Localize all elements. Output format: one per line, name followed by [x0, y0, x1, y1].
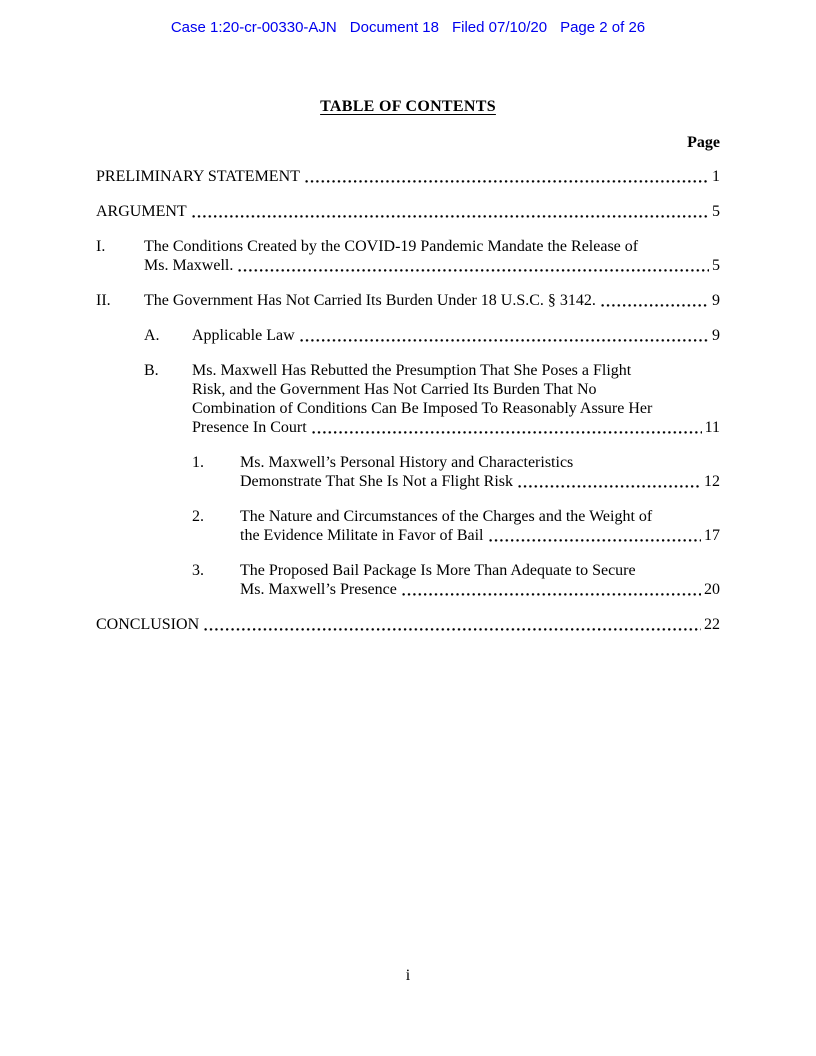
- toc-entry-text: The Proposed Bail Package Is More Than Adequate to Secure: [240, 562, 636, 579]
- toc-page-number: 1: [712, 168, 720, 185]
- dot-leader: [402, 580, 701, 596]
- toc-entry-item-3: [96, 561, 720, 599]
- footer-page-number: i: [405, 967, 411, 984]
- toc-entry-text: Applicable Law: [192, 327, 295, 344]
- toc-page-number: 9: [712, 327, 720, 344]
- document-body: [96, 97, 720, 650]
- toc-page-number: 5: [712, 257, 720, 274]
- toc-entry-text: PRELIMINARY STATEMENT: [96, 168, 300, 185]
- toc-entry-label: 2.: [192, 508, 204, 525]
- toc-page-number: 20: [704, 581, 720, 598]
- dot-leader: [518, 472, 701, 488]
- toc-entry-argument: [96, 202, 720, 221]
- toc-entry-item-2: [96, 507, 720, 545]
- toc-entry-label: B.: [144, 362, 159, 379]
- toc-entry-text: ARGUMENT: [96, 203, 187, 220]
- toc-entry-label: A.: [144, 327, 160, 344]
- toc-entry-item-1: [96, 453, 720, 491]
- dot-leader: [300, 326, 709, 342]
- toc-entry-text: Ms. Maxwell.: [144, 257, 234, 274]
- toc-entry-text: CONCLUSION: [96, 616, 200, 633]
- toc-entry-text: The Nature and Circumstances of the Charges and the Weight of: [240, 508, 653, 525]
- toc-entry-text: Risk, and the Government Has Not Carried Its Burden That No: [192, 381, 597, 398]
- filed-date: Filed 07/10/20: [451, 19, 548, 36]
- toc-page-number: 11: [704, 419, 720, 436]
- toc-entry-text: The Conditions Created by the COVID-19 Pandemic Mandate the Release of: [144, 238, 639, 255]
- toc-entry-conclusion: [96, 615, 720, 634]
- toc-page-number: 5: [712, 203, 720, 220]
- toc-entry-text: Ms. Maxwell’s Personal History and Characteristics: [240, 454, 574, 471]
- toc-entry-text: Ms. Maxwell’s Presence: [240, 581, 397, 598]
- dot-leader: [192, 202, 709, 218]
- toc-entry-text: the Evidence Militate in Favor of Bail: [240, 527, 484, 544]
- toc-page-number: 12: [704, 473, 720, 490]
- toc-entry-text: The Government Has Not Carried Its Burden Under 18 U.S.C. § 3142.: [144, 292, 596, 309]
- toc-page-number: 17: [704, 527, 720, 544]
- toc-entry-text: Ms. Maxwell Has Rebutted the Presumption That She Poses a Flight: [192, 362, 632, 379]
- dot-leader: [312, 418, 702, 434]
- toc-entry-label: I.: [96, 238, 106, 255]
- page-title: TABLE OF CONTENTS: [320, 98, 496, 115]
- toc-entry-section-2: [96, 291, 720, 310]
- toc-page-number: 22: [704, 616, 720, 633]
- toc-entry-label: 3.: [192, 562, 204, 579]
- case-stamp-header: [0, 19, 816, 36]
- case-number: Case 1:20-cr-00330-AJN: [170, 19, 337, 36]
- dot-leader: [238, 256, 709, 272]
- dot-leader: [489, 526, 702, 542]
- document-number: Document 18: [349, 19, 439, 36]
- toc-entry-label: 1.: [192, 454, 204, 471]
- toc-entry-section-1: [96, 237, 720, 275]
- toc-entry-text: Combination of Conditions Can Be Imposed To Reasonably Assure Her: [192, 400, 653, 417]
- dot-leader: [601, 291, 709, 307]
- dot-leader: [204, 615, 701, 631]
- page-of-pages: Page 2 of 26: [560, 19, 646, 36]
- toc-entry-subsection-a: [96, 326, 720, 345]
- toc-entry-preliminary-statement: [96, 167, 720, 186]
- toc-entry-text: Presence In Court: [192, 419, 307, 436]
- table-of-contents: [96, 167, 720, 634]
- toc-page-number: 9: [712, 292, 720, 309]
- dot-leader: [305, 167, 709, 183]
- toc-entry-text: Demonstrate That She Is Not a Flight Risk: [240, 473, 514, 490]
- page-column-header: Page: [687, 134, 720, 151]
- toc-entry-subsection-b: [96, 361, 720, 437]
- toc-entry-label: II.: [96, 292, 111, 309]
